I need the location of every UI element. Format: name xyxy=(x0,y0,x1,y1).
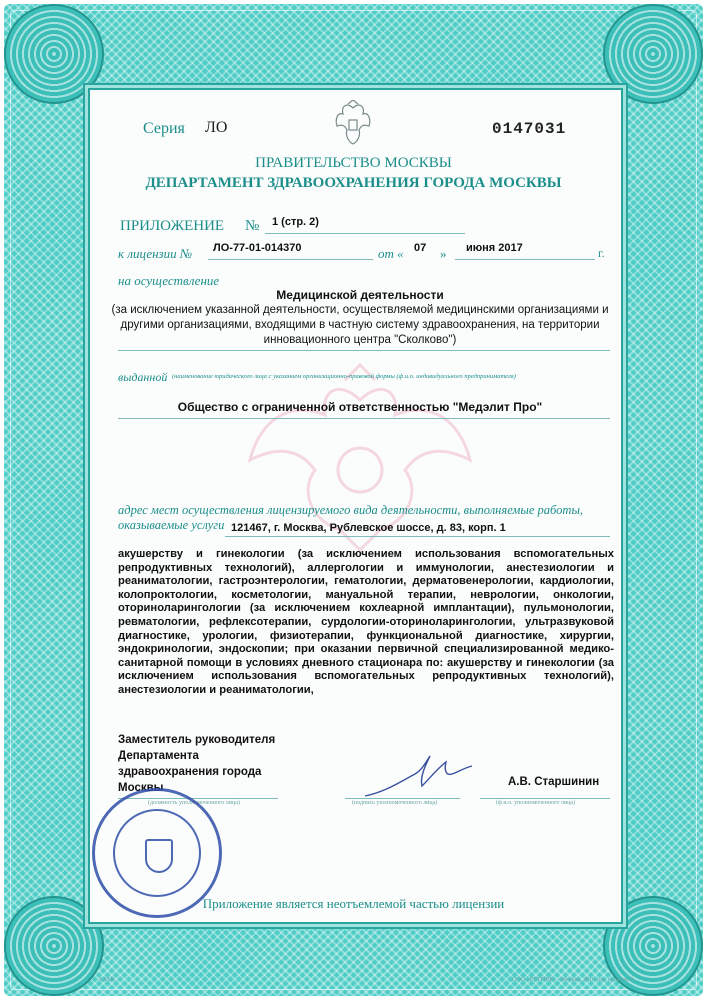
license-number: ЛО-77-01-014370 xyxy=(213,242,302,254)
activity-description: (за исключением указанной деятельности, осуществляемой медицинскими организациями и другими организациями, входящими в частную систему здравоохранения, на территории инновационного центра "Сколково") xyxy=(111,304,609,346)
name-caption: (ф.и.о. уполномоченного лица) xyxy=(496,800,575,806)
appendix-label: ПРИЛОЖЕНИЕ xyxy=(120,218,225,234)
license-year-suffix: г. xyxy=(598,246,605,260)
license-date-underline xyxy=(455,259,595,260)
organization-underline xyxy=(118,418,610,419)
license-close-quote: » xyxy=(440,246,447,261)
name-underline xyxy=(480,798,610,799)
activity-label: на осуществление xyxy=(118,273,220,288)
organization-name: Общество с ограниченной ответственностью "Медэлит Про" xyxy=(177,400,543,414)
activity-underline xyxy=(118,350,610,351)
series-label: Серия xyxy=(143,120,185,137)
footer-note: Приложение является неотъемлемой частью лицензии xyxy=(202,896,505,911)
signatory-position-line: здравоохранения города xyxy=(118,766,262,778)
handwritten-signature-icon xyxy=(360,752,480,802)
department-heading: ДЕПАРТАМЕНТ ЗДРАВООХРАНЕНИЯ ГОРОДА МОСКВЫ xyxy=(145,175,562,191)
signatory-name: А.В. Старшинин xyxy=(508,776,600,788)
address-label: адрес мест осуществления лицензируемого вида деятельности, выполняемые работы, оказываемые услуги xyxy=(118,503,584,532)
signature-underline xyxy=(345,798,460,799)
footer-print-info: ООО «РТТРИФ» - Москва, 2016 год, уровень Б xyxy=(512,977,634,983)
address-value: 121467, г. Москва, Рублевское шоссе, д. 83, корп. 1 xyxy=(231,522,506,534)
appendix-number: 1 (стр. 2) xyxy=(272,216,319,228)
footer-left-code: А.М.В. xyxy=(98,977,117,983)
appendix-no-sign: № xyxy=(245,218,260,234)
position-caption: (должность уполномоченного лица) xyxy=(148,800,240,806)
activity-title: Медицинской деятельности xyxy=(276,288,444,302)
issued-label: выданной xyxy=(118,370,168,384)
appendix-underline xyxy=(265,233,465,234)
signatory-position-line: Департамента xyxy=(118,750,199,762)
signature-caption: (подпись уполномоченного лица) xyxy=(352,800,438,806)
address-underline xyxy=(225,536,610,537)
license-month-year: июня 2017 xyxy=(466,242,523,254)
form-number: 0147031 xyxy=(492,120,567,138)
signatory-position-line: Москвы xyxy=(118,782,164,794)
stamp-inner-ring xyxy=(113,809,201,897)
issued-caption: (наименование юридического лица с указанием организационно-правовой формы (ф.и.о. индивидуального предпринимателя) xyxy=(172,373,516,380)
coat-of-arms-icon xyxy=(333,100,373,146)
license-day: 07 xyxy=(414,242,427,254)
series-value: ЛО xyxy=(205,119,228,136)
signatory-position xyxy=(118,732,275,796)
government-heading: ПРАВИТЕЛЬСТВО МОСКВЫ xyxy=(255,155,452,171)
stamp-emblem-icon xyxy=(145,839,173,873)
services-list: акушерству и гинекологии (за исключением использования вспомогательных репродуктивных технологий), аллергологии и иммунологии, анестезиологии и реаниматологии, гастроэнтерологии, гематологии, дерматовенерологии, кардиологии, колопроктологии, косметологии, мануальной терапии, неврологии, онкологии, оториноларингологии (за исключением кохлеарной имплантации), пульмонологии, ревматологии, рефлексотерапии, сурдологии-оториноларингологии, ультразвуковой диагностике, урологии, физиотерапии, функциональной диагностике, хирургии, эндокринологии, эндоскопии; при оказании первичной специализированной медико-санитарной помощи в условиях дневного стационара по: акушерству и гинекологии (за исключением использования вспомогательных репродуктивных технологий), анестезиологии и реаниматологии, xyxy=(118,548,614,696)
license-from-label: от « xyxy=(378,246,404,261)
license-number-underline xyxy=(208,259,373,260)
signatory-position-line: Заместитель руководителя xyxy=(118,734,276,746)
license-prefix: к лицензии № xyxy=(118,246,193,261)
